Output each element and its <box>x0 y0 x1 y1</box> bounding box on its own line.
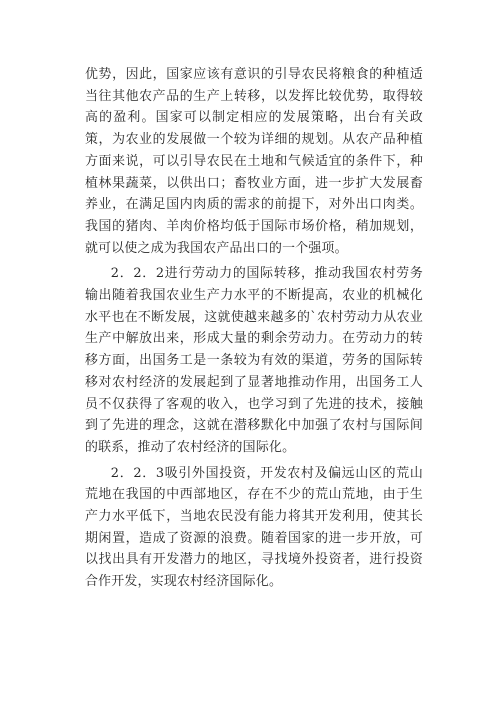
document-body <box>85 64 423 593</box>
paragraph-section-2-2-2: 2．2．2进行劳动力的国际转移，推动我国农村劳务输出随着我国农业生产力水平的不断提高，农业的机械化水平也在不断发展，这就使越来越多的`农村劳动力从农业生产中解放出来，形成大量的剩余劳动力。在劳动力的转移方面，出国务工是一条较为有效的渠道，劳务的国际转移对农村经济的发展起到了显著地推动作用，出国务工人员不仅获得了客观的收入，也学习到了先进的技术，接触到了先进的理念，这就在潜移默化中加强了农村与国际间的联系，推动了农村经济的国际化。 <box>85 266 423 455</box>
paragraph-continuation: 优势，因此，国家应该有意识的引导农民将粮食的种植适当往其他农产品的生产上转移，以发挥比较优势，取得较高的盈利。国家可以制定相应的发展策略，出台有关政策，为农业的发展做一个较为详细的规划。从农产品种植方面来说，可以引导农民在土地和气候适宜的条件下，种植林果蔬菜，以供出口；畜牧业方面，进一步扩大发展畜养业，在满足国内肉质的需求的前提下，对外出口肉类。我国的猪肉、羊肉价格均低于国际市场价格，稍加规划，就可以使之成为我国农产品出口的一个强项。 <box>85 67 423 256</box>
paragraph-section-2-2-3: 2．2．3吸引外国投资，开发农村及偏远山区的荒山荒地在我国的中西部地区，存在不少的荒山荒地，由于生产力水平低下，当地农民没有能力将其开发利用，使其长期闲置，造成了资源的浪费。随着国家的进一步开放，可以找出具有开发潜力的地区，寻找境外投资者，进行投资合作开发，实现农村经济国际化。 <box>85 465 423 590</box>
